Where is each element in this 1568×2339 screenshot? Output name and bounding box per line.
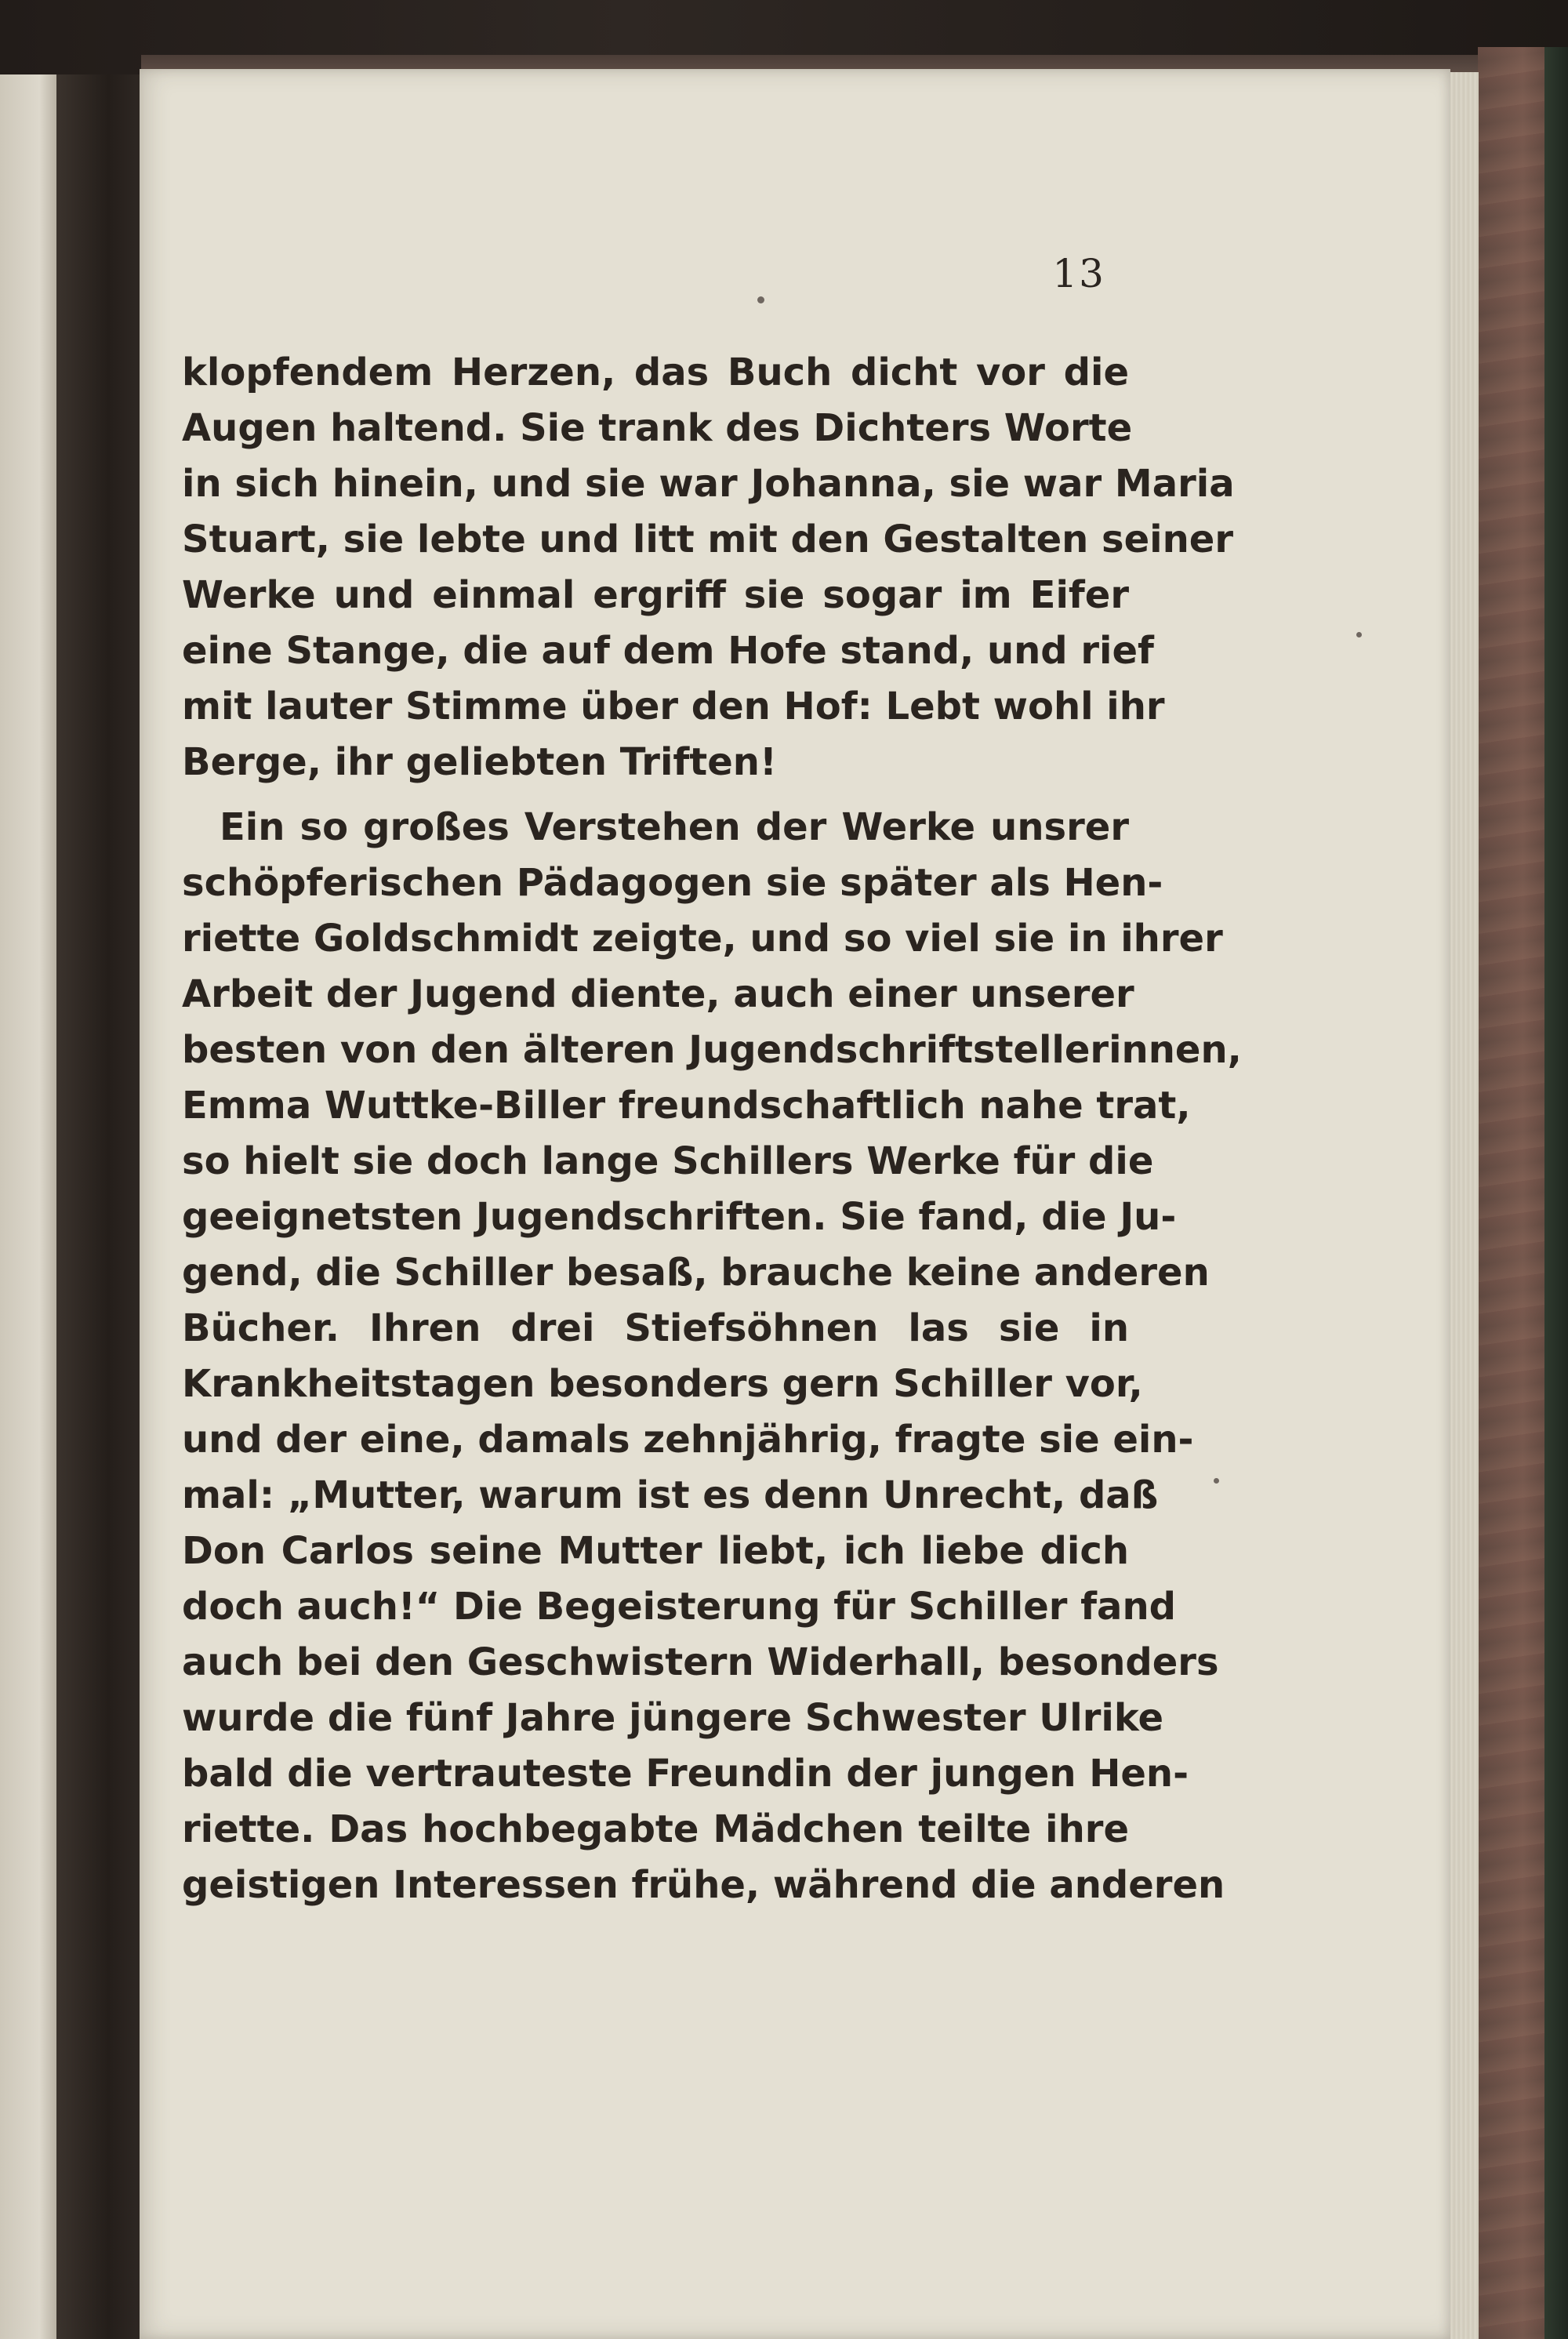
page-block-edge bbox=[1447, 72, 1479, 2339]
text-line: mal: „Mutter, warum ist es denn Unrecht, daß bbox=[182, 1473, 1159, 1517]
text-line: mit lauter Stimme über den Hof: Lebt wohl ihr bbox=[182, 685, 1165, 728]
text-line: gend, die Schiller besaß, brauche keine anderen bbox=[182, 1251, 1210, 1295]
paper-speck bbox=[757, 296, 764, 303]
text-line: so hielt sie doch lange Schillers Werke für die bbox=[182, 1139, 1154, 1183]
text-line: geeignetsten Jugendschriften. Sie fand, die Ju- bbox=[182, 1195, 1177, 1239]
body-text bbox=[182, 345, 1242, 1913]
text-line: Werke und einmal ergriff sie sogar im Eifer bbox=[182, 573, 1129, 617]
book-gutter bbox=[56, 74, 143, 2339]
text-line: Berge, ihr geliebten Triften! bbox=[182, 740, 777, 784]
text-line: Arbeit der Jugend diente, auch einer unserer bbox=[182, 972, 1134, 1016]
paragraph-gap bbox=[182, 790, 1129, 800]
paragraph-2 bbox=[182, 800, 1242, 1913]
facing-page-edge bbox=[0, 74, 56, 2339]
text-line: besten von den älteren Jugendschriftstellerinnen, bbox=[182, 1028, 1242, 1072]
text-line: und der eine, damals zehnjährig, fragte sie ein- bbox=[182, 1418, 1194, 1462]
text-line: riette. Das hochbegabte Mädchen teilte ihre bbox=[182, 1807, 1129, 1851]
text-line: Stuart, sie lebte und litt mit den Gestalten seiner bbox=[182, 518, 1234, 561]
text-line: geistigen Interessen frühe, während die anderen bbox=[182, 1863, 1225, 1907]
text-line: Bücher. Ihren drei Stiefsöhnen las sie in bbox=[182, 1306, 1129, 1350]
text-line: doch auch!“ Die Begeisterung für Schiller fand bbox=[182, 1585, 1176, 1629]
text-line: wurde die fünf Jahre jüngere Schwester Ulrike bbox=[182, 1696, 1164, 1740]
text-line: eine Stange, die auf dem Hofe stand, und rief bbox=[182, 629, 1154, 673]
text-line: Augen haltend. Sie trank des Dichters Worte bbox=[182, 406, 1133, 450]
cover-corner-binding bbox=[1544, 47, 1568, 2339]
text-line: bald die vertrauteste Freundin der jungen Hen- bbox=[182, 1752, 1189, 1796]
text-line: schöpferischen Pädagogen sie später als Hen- bbox=[182, 861, 1163, 905]
paragraph-1 bbox=[182, 345, 1235, 790]
paper-speck bbox=[1214, 1478, 1219, 1484]
text-line: auch bei den Geschwistern Widerhall, besonders bbox=[182, 1640, 1219, 1684]
text-line: Ein so großes Verstehen der Werke unsrer bbox=[220, 805, 1129, 849]
text-line: riette Goldschmidt zeigte, und so viel sie in ihrer bbox=[182, 917, 1223, 961]
text-line: Krankheitstagen besonders gern Schiller vor, bbox=[182, 1362, 1143, 1406]
paper-speck bbox=[1356, 632, 1362, 637]
text-line: klopfendem Herzen, das Buch dicht vor die bbox=[182, 350, 1129, 394]
text-line: Don Carlos seine Mutter liebt, ich liebe dich bbox=[182, 1529, 1129, 1573]
page-number: 13 bbox=[1052, 251, 1105, 296]
text-line: Emma Wuttke-Biller freundschaftlich nahe trat, bbox=[182, 1084, 1191, 1128]
text-line: in sich hinein, und sie war Johanna, sie war Maria bbox=[182, 462, 1235, 506]
